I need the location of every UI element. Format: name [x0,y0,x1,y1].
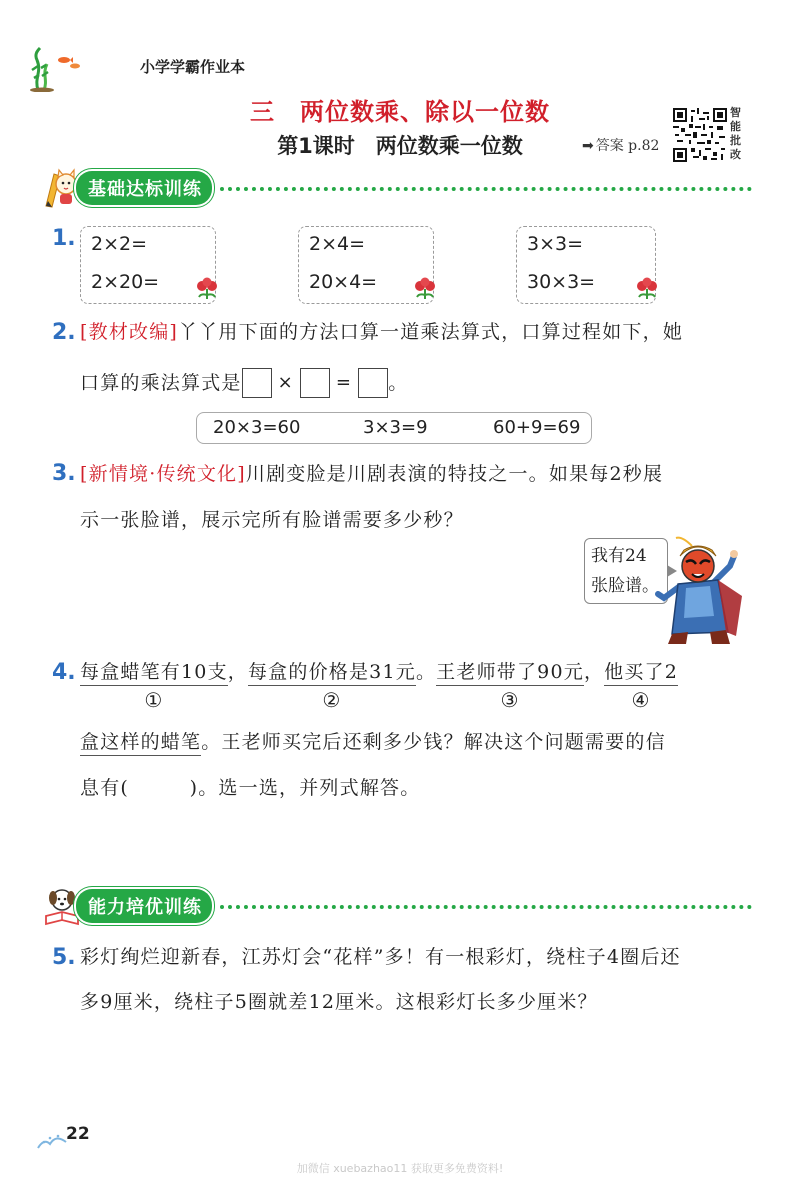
punctuation: ， [583,661,605,683]
calc-expression: 2×4= [309,233,366,255]
question-3-text-line2: 示一张脸谱，展示完所有脸谱需要多少秒？ [80,509,464,531]
punctuation: 。 [415,661,437,683]
qr-code-icon[interactable] [673,108,727,162]
calc-process-box [196,412,592,444]
calc-step: 60+9=69 [493,417,581,438]
answer-blank[interactable] [242,368,272,398]
circled-number: ③ [500,688,520,712]
info-item-4 [604,660,679,712]
equals-sign: = [335,372,353,393]
speech-bubble-line: 张脸谱。 [591,576,659,596]
question-3-text-rest: 川剧变脸是川剧表演的特技之一。如果每2秒展 [245,463,664,485]
question-4-text-line3: 息有( )。选一选，并列式解答。 [80,777,421,799]
page-number: 22 [66,1124,90,1144]
question-4-text [80,660,679,712]
question-number-5: 5. [52,945,76,970]
question-number-1: 1. [52,226,76,251]
dotted-divider [220,905,752,909]
times-sign: × [277,372,294,393]
question-number-3: 3. [52,461,76,486]
unit-title: 三 两位数乘、除以一位数 [250,98,550,126]
info-text: 他买了2 [604,661,679,683]
info-text: 王老师带了90元 [436,661,584,683]
info-item-2 [247,660,416,712]
answer-reference-text: 答案 p.82 [595,138,660,154]
seaweed-logo-icon [28,46,84,92]
calc-step: 20×3=60 [213,417,301,438]
question-2-prefix: 口算的乘法算式是 [80,372,242,394]
question-3-text [80,462,663,486]
calc-expression: 2×20= [91,271,160,293]
question-tag: [新情境·传统文化] [80,463,246,485]
info-item-3 [436,660,584,712]
dotted-divider [220,187,752,191]
brand-name: 小学学霸作业本 [140,58,246,76]
calc-step: 3×3=9 [363,417,428,438]
question-2-text [80,320,683,344]
question-number-4: 4. [52,660,76,685]
lesson-title: 第1课时 两位数乘一位数 [277,134,523,158]
question-4-text-line2 [80,730,666,756]
calc-expression: 3×3= [527,233,584,255]
answer-reference [582,135,659,155]
speech-bubble-line: 我有24 [591,546,647,566]
flower-icon [193,277,221,301]
info-text: 每盒的价格是31元 [247,661,416,683]
circled-number: ② [322,688,342,712]
question-2-suffix: 。 [388,372,409,394]
sichuan-opera-performer-icon [652,536,752,646]
question-5-text: 彩灯绚烂迎新春，江苏灯会“花样”多！有一根彩灯，绕柱子4圈后还 [80,946,681,968]
calc-expression: 30×3= [527,271,596,293]
question-number-2: 2. [52,320,76,345]
qr-caption: 智能批改 [730,106,741,161]
punctuation: ， [227,661,248,683]
answer-blank[interactable] [300,368,330,398]
answer-blank[interactable] [358,368,388,398]
question-5-text-line2: 多9厘米，绕柱子5圈就差12厘米。这根彩灯长多少厘米？ [80,991,598,1013]
flower-icon [633,277,661,301]
info-item-4-continued: 盒这样的蜡笔 [80,730,201,756]
question-2-equation [80,368,408,398]
info-text: 每盒蜡笔有10支 [80,661,228,683]
arrow-right-icon: ➡ [582,138,594,154]
section-banner-advanced [42,886,752,926]
calc-box [298,226,434,304]
info-item-1 [80,660,228,712]
watermark-text: 加微信 xuebazhao11 获取更多免费资料! [296,1162,504,1175]
wave-decoration-icon [36,1130,68,1152]
question-tag: [教材改编] [80,321,179,343]
question-2-text-rest: 丫丫用下面的方法口算一道乘法算式，口算过程如下，她 [178,321,684,343]
flower-icon [411,277,439,301]
circled-number: ① [144,688,164,712]
circled-number: ④ [631,688,651,712]
calc-box [516,226,656,304]
section-banner-basic [42,168,752,208]
section-title-advanced: 能力培优训练 [76,889,212,923]
question-4-text-rest: 。王老师买完后还剩多少钱？解决这个问题需要的信 [201,731,666,753]
calc-box [80,226,216,304]
calc-expression: 20×4= [309,271,378,293]
calc-expression: 2×2= [91,233,148,255]
section-title-basic: 基础达标训练 [76,171,212,205]
